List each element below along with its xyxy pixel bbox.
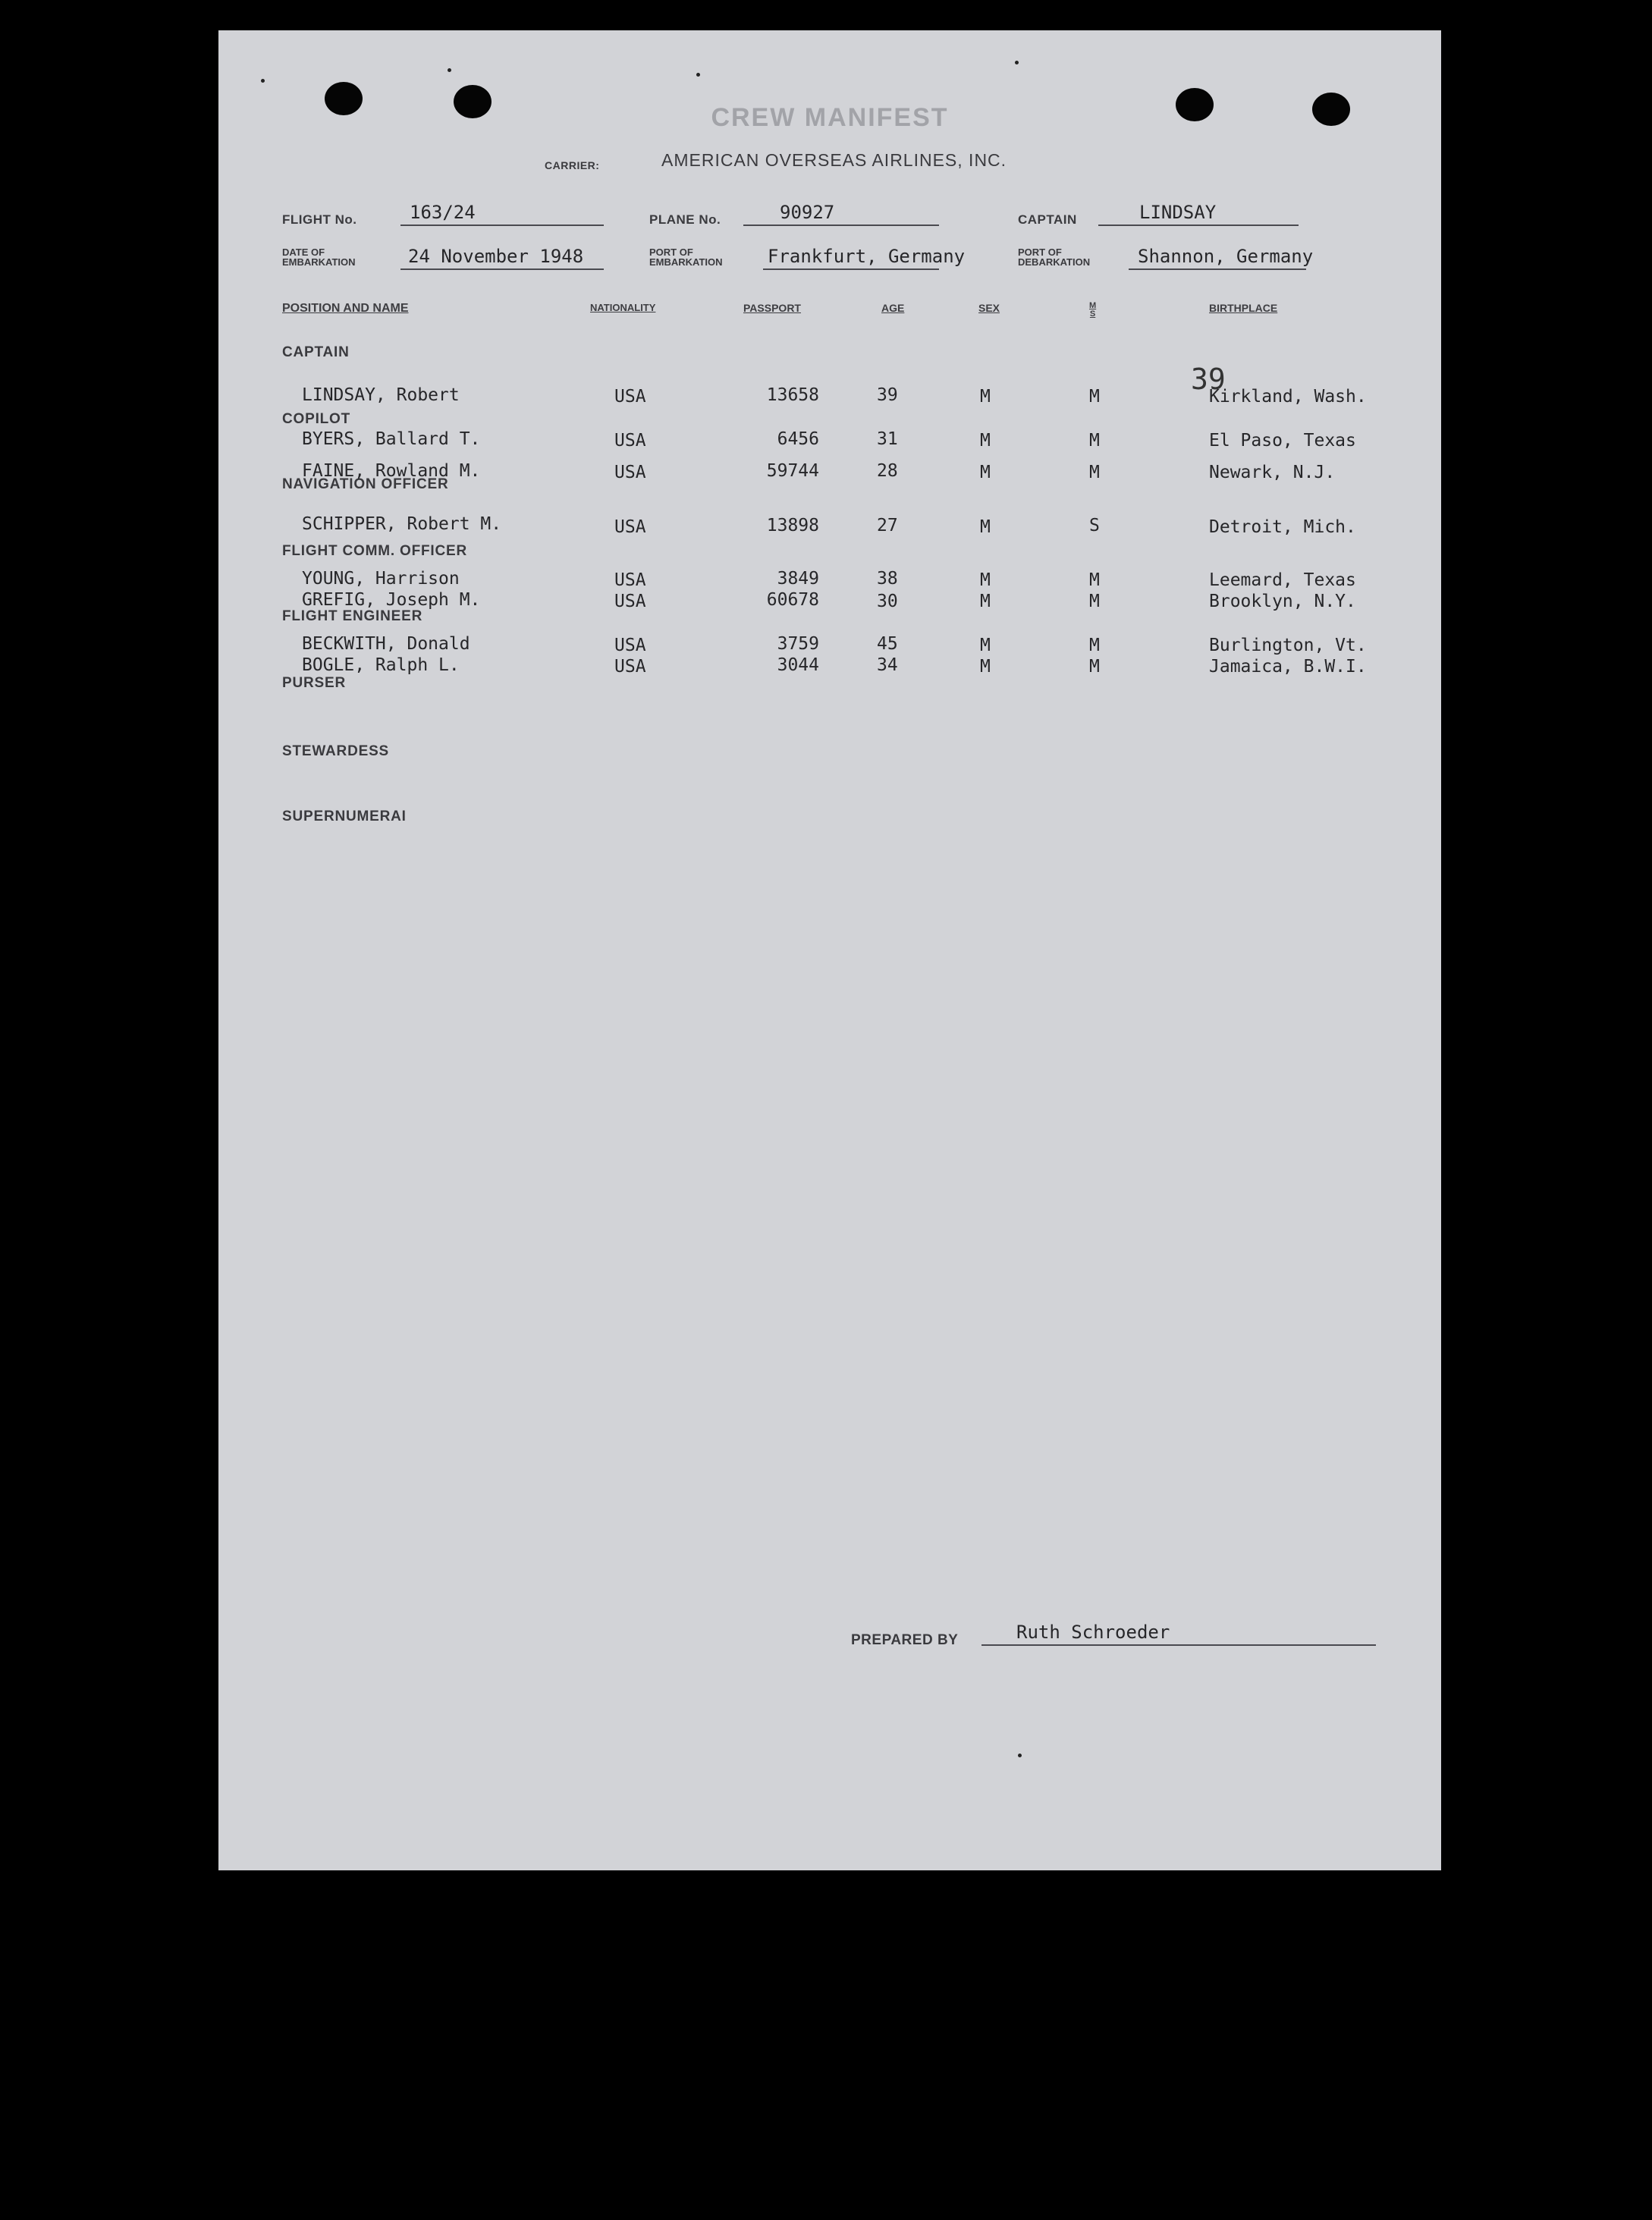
crew-age: 34 <box>877 655 898 675</box>
col-nationality: NATIONALITY <box>590 302 656 313</box>
flight-no-label: FLIGHT No. <box>282 212 357 227</box>
crew-sex: M <box>980 592 991 611</box>
col-age: AGE <box>881 302 905 314</box>
crew-sex: M <box>980 657 991 677</box>
port-embarkation-label <box>649 247 723 267</box>
crew-age: 38 <box>877 569 898 589</box>
plane-no-label: PLANE No. <box>649 212 721 227</box>
col-birthplace: BIRTHPLACE <box>1209 302 1278 314</box>
crew-passport: 13658 <box>766 385 819 405</box>
crew-birthplace: Leemard, Texas <box>1209 570 1356 590</box>
crew-marital: M <box>1089 592 1100 611</box>
crew-passport: 59744 <box>766 461 819 481</box>
crew-sex: M <box>980 463 991 482</box>
date-label-line2: EMBARKATION <box>282 256 356 268</box>
col-marital-status <box>1089 302 1096 319</box>
crew-marital: M <box>1089 387 1100 407</box>
crew-sex: M <box>980 570 991 590</box>
crew-age: 39 <box>877 385 898 405</box>
port-emb-label-line2: EMBARKATION <box>649 256 723 268</box>
section-flight-engineer: FLIGHT ENGINEER <box>282 608 423 624</box>
crew-age: 27 <box>877 516 898 535</box>
plane-no-line <box>743 225 939 226</box>
crew-nationality: USA <box>614 592 646 611</box>
speck <box>696 73 700 77</box>
port-debarkation-value: Shannon, Germany <box>1138 246 1314 267</box>
crew-birthplace: Detroit, Mich. <box>1209 517 1356 537</box>
crew-passport: 13898 <box>766 516 819 535</box>
crew-birthplace: Burlington, Vt. <box>1209 636 1367 655</box>
port-debarkation-line <box>1129 268 1306 270</box>
crew-passport: 60678 <box>766 590 819 610</box>
crew-name: BOGLE, Ralph L. <box>302 655 460 675</box>
crew-nationality: USA <box>614 636 646 655</box>
margin-note: 39 <box>1191 363 1226 396</box>
crew-age: 30 <box>877 592 898 611</box>
crew-nationality: USA <box>614 517 646 537</box>
section-navigation-officer: NAVIGATION OFFICER <box>282 476 449 492</box>
crew-name: LINDSAY, Robert <box>302 385 460 405</box>
crew-marital: M <box>1089 431 1100 451</box>
crew-birthplace: Kirkland, Wash. <box>1209 387 1367 407</box>
flight-no-line <box>400 225 604 226</box>
crew-birthplace: Newark, N.J. <box>1209 463 1336 482</box>
crew-marital: M <box>1089 570 1100 590</box>
prepared-by-line <box>981 1644 1376 1646</box>
crew-sex: M <box>980 431 991 451</box>
section-purser: PURSER <box>282 675 346 691</box>
crew-nationality: USA <box>614 463 646 482</box>
crew-sex: M <box>980 636 991 655</box>
col-passport: PASSPORT <box>743 302 801 314</box>
col-ms-bottom: S <box>1089 309 1096 319</box>
section-stewardess: STEWARDESS <box>282 743 390 759</box>
crew-birthplace: Brooklyn, N.Y. <box>1209 592 1356 611</box>
date-label-line1: DATE OF <box>282 246 325 258</box>
carrier-label: CARRIER: <box>545 159 600 171</box>
crew-nationality: USA <box>614 570 646 590</box>
document-title: CREW MANIFEST <box>711 103 949 132</box>
port-deb-label-line2: DEBARKATION <box>1018 256 1091 268</box>
captain-line <box>1098 225 1299 226</box>
port-debarkation-label <box>1018 247 1090 267</box>
section-captain: CAPTAIN <box>282 344 350 360</box>
crew-marital: M <box>1089 636 1100 655</box>
crew-name: SCHIPPER, Robert M. <box>302 514 502 534</box>
crew-sex: M <box>980 387 991 407</box>
plane-no-value: 90927 <box>780 202 835 223</box>
speck <box>448 68 451 72</box>
crew-name: BYERS, Ballard T. <box>302 429 481 449</box>
port-embarkation-value: Frankfurt, Germany <box>768 246 966 267</box>
prepared-by-label: PREPARED BY <box>851 1632 959 1648</box>
crew-birthplace: Jamaica, B.W.I. <box>1209 657 1367 677</box>
section-copilot: COPILOT <box>282 411 351 427</box>
crew-passport: 6456 <box>777 429 819 449</box>
crew-nationality: USA <box>614 431 646 451</box>
section-flight-comm-officer: FLIGHT COMM. OFFICER <box>282 543 467 559</box>
crew-age: 28 <box>877 461 898 481</box>
col-ms-top: M <box>1089 301 1097 310</box>
crew-passport: 3849 <box>777 569 819 589</box>
col-sex: SEX <box>978 302 1000 314</box>
captain-value: LINDSAY <box>1139 202 1217 223</box>
port-emb-label-line1: PORT OF <box>649 246 693 258</box>
date-embarkation-line <box>400 268 604 270</box>
crew-name: FAINE, Rowland M. <box>302 461 481 481</box>
prepared-by-value: Ruth Schroeder <box>1016 1622 1170 1643</box>
carrier-name: AMERICAN OVERSEAS AIRLINES, INC. <box>661 150 1007 170</box>
flight-no-value: 163/24 <box>410 202 476 223</box>
crew-marital: M <box>1089 657 1100 677</box>
crew-name: YOUNG, Harrison <box>302 569 460 589</box>
crew-marital: S <box>1089 516 1100 535</box>
crew-nationality: USA <box>614 657 646 677</box>
section-supernumerary: SUPERNUMERAI <box>282 809 407 824</box>
col-position-name: POSITION AND NAME <box>282 302 409 315</box>
crew-marital: M <box>1089 463 1100 482</box>
crew-age: 31 <box>877 429 898 449</box>
port-deb-label-line1: PORT OF <box>1018 246 1062 258</box>
date-embarkation-label <box>282 247 356 267</box>
captain-label: CAPTAIN <box>1018 212 1077 227</box>
crew-passport: 3759 <box>777 634 819 654</box>
crew-name: GREFIG, Joseph M. <box>302 590 481 610</box>
crew-birthplace: El Paso, Texas <box>1209 431 1356 451</box>
speck <box>261 79 265 83</box>
crew-name: BECKWITH, Donald <box>302 634 470 654</box>
date-embarkation-value: 24 November 1948 <box>408 246 584 267</box>
crew-passport: 3044 <box>777 655 819 675</box>
speck <box>1018 1754 1022 1757</box>
port-embarkation-line <box>763 268 939 270</box>
speck <box>1015 61 1019 64</box>
manifest-page <box>218 30 1441 1870</box>
crew-age: 45 <box>877 634 898 654</box>
crew-sex: M <box>980 517 991 537</box>
crew-nationality: USA <box>614 387 646 407</box>
